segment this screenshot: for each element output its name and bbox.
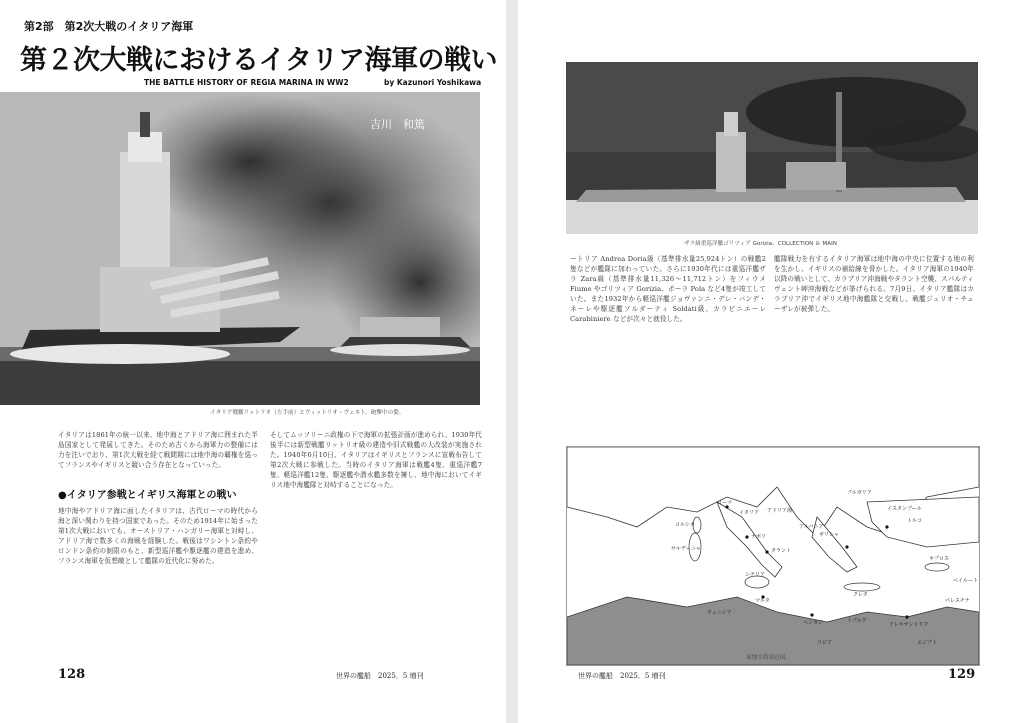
body-text-col2: そしてムッソリーニ政権の下で海軍の拡張計画が進められ、1930年代後半には新型戦艦リットリオ級の建造や旧式戦艦の大改装が実施された。1940年6月10日、イタリアはイギリスとフランスに宣戦布告して第2次大戦に参戦した。当時のイタリア海軍は戦艦4隻、重巡洋艦7隻、軽巡洋艦12隻、駆逐艦や潜水艦多数を擁し、地中海においてイギリス地中海艦隊と対峙することになった。 xyxy=(270,431,482,489)
map-label-sardinia: サルデーニャ xyxy=(671,546,701,552)
body-text-right-col2: 艦隊戦力を有するイタリア海軍は地中海の中央に位置する地の利を生かし、イギリスの補給線を脅かした。イタリア海軍の1940年以降の戦いとして、カラブリア沖海戦やタラント空襲、スパルティヴェント岬沖海戦などが挙げられる。7月9日、イタリア艦隊はカラブリア沖でイギリス地中海艦隊と交戦し、戦艦ジュリオ・チェーザレが被弾した。 xyxy=(774,255,974,313)
map-label-beirut: ベイルート xyxy=(953,578,979,584)
map-label-turkey: トルコ xyxy=(907,518,923,524)
map-caption: 東地中海周辺図。 xyxy=(746,655,791,661)
subtitle-en: THE BATTLE HISTORY OF REGIA MARINA IN WW2 xyxy=(144,78,349,87)
map-label-egypt: エジプト xyxy=(917,640,938,646)
map-label-sicily: シチリア xyxy=(745,572,766,578)
cruiser-illustration xyxy=(566,62,978,234)
map-label-tunisia: チュニジア xyxy=(707,610,732,616)
map-label-corsica: コルシカ xyxy=(675,522,695,528)
map-label-benghazi: ベンガジ xyxy=(803,620,824,626)
footer-magazine-right: 世界の艦船 2025．5 増刊 xyxy=(578,672,666,680)
map-label-rome: ローマ xyxy=(717,500,733,506)
map-label-palestine: パレスチナ xyxy=(945,598,970,604)
battleship-illustration xyxy=(0,92,480,405)
right-page xyxy=(518,0,1024,723)
photo-caption: イタリア戦艦リットリオ（左手前）とヴィットリオ・ヴェネト。砲撃中の姿。 xyxy=(210,410,405,416)
body-text-right-col1: ートリア Andrea Doria級（基準排水量25,924トン）の戦艦2隻などが艦隊に加わっていた。さらに1930年代には重巡洋艦ザラ Zara級（基準排水量11,326〜11,712トン）をフィウメ Fiume やゴリツィア Gorizia、ポーラ Pola など4隻が竣工していた。また1932年から軽巡洋艦ジョヴァンニ・デレ・バンデ・ネーレや駆逐艦ソルダーティ Soldati級、カラビニエーレ Carabiniere などが次々と就役した。 xyxy=(570,255,766,323)
map-label-crete: クレタ xyxy=(853,592,868,598)
map-label-libya: リビア xyxy=(817,640,833,646)
map-label-taranto: タラント xyxy=(771,548,792,554)
page-gutter xyxy=(506,0,518,723)
map-label-malta: マルタ xyxy=(755,598,770,604)
author-name: 吉川 和篤 xyxy=(370,118,425,131)
section-label: 第2部 第2次大戦のイタリア海軍 xyxy=(24,20,194,33)
map-drawing xyxy=(567,447,979,665)
map-label-cyprus: キプロス xyxy=(929,556,950,562)
page-number-right: 129 xyxy=(948,667,976,682)
map-label-alexandria: アレキサンドリア xyxy=(889,622,929,628)
page-number-left: 128 xyxy=(58,667,86,682)
map-label-greece: ギリシャ xyxy=(819,532,839,538)
map-label-tobruk: トブルク xyxy=(847,618,867,624)
page-title: 第２次大戦におけるイタリア海軍の戦い xyxy=(20,45,497,76)
body-text-col1: 地中海やアドリア海に面したイタリアは、古代ローマの時代から海と深い関わりを持つ国家であった。そのため1914年に始まった第1次大戦においても、オーストリア・ハンガリー海軍と対峙し、アドリア海で数多くの海戦を経験した。戦後はワシントン条約やロンドン条約の制限のもと、新型巡洋艦や駆逐艦の建造を進め、フランス海軍を仮想敵として艦隊の近代化に努めた。 xyxy=(58,507,258,565)
map-label-naples: ナポリ xyxy=(751,534,767,540)
byline: by Kazunori Yoshikawa xyxy=(384,78,482,87)
battleship-photo xyxy=(0,92,480,405)
cruiser-photo xyxy=(566,62,978,234)
map-label-adriatic: アドリア海 xyxy=(767,508,793,514)
map-label-istanbul: イスタンブール xyxy=(887,506,922,512)
body-text-col1-intro: イタリアは1861年の統一以来、地中海とアドリア海に囲まれた半島国家として発展してきた。そのため古くから海軍力の整備には力を注いでおり、第1次大戦を経て戦間期には地中海の覇権を巡ってフランスやイギリスと競い合う存在となっていった。 xyxy=(58,431,258,469)
map-label-italy: イタリア xyxy=(739,510,760,516)
mediterranean-map xyxy=(566,446,980,666)
map-label-albania: アルバニア xyxy=(799,524,824,530)
map-label-bulgaria: ブルガリア xyxy=(847,490,872,496)
footer-magazine-left: 世界の艦船 2025．5 増刊 xyxy=(336,672,424,680)
section-heading: ●イタリア参戦とイギリス海軍との戦い xyxy=(58,490,237,501)
photo-caption-right: ザラ級重巡洋艦ゴリツィア Gorizia。COLLECTION ＆ MAIN xyxy=(684,241,837,247)
